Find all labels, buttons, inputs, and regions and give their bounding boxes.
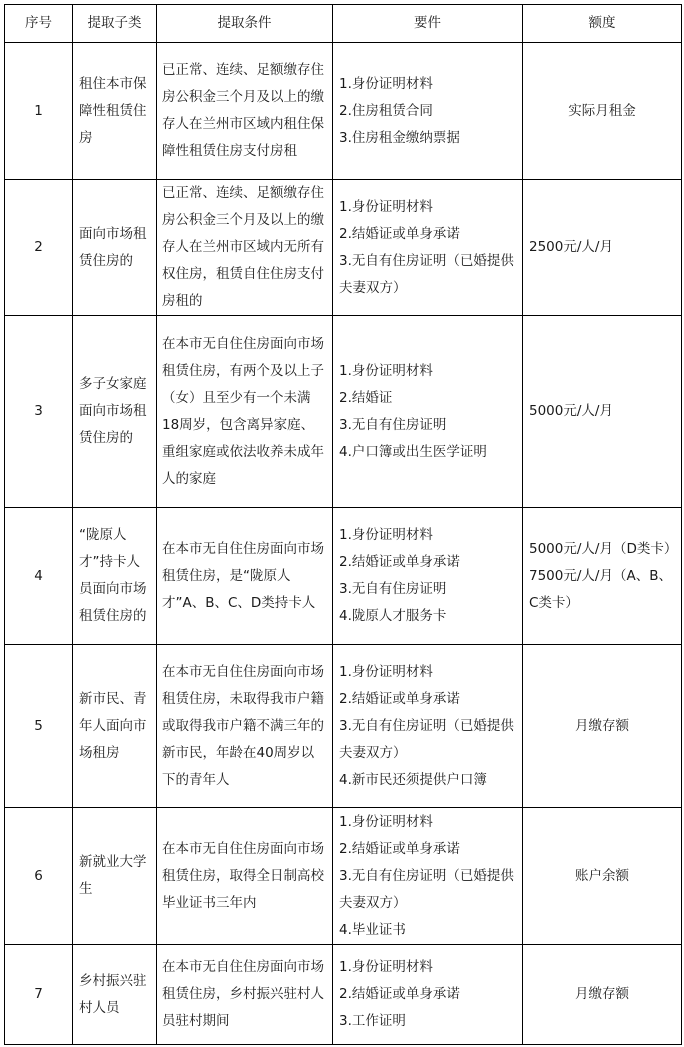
- header-no: 序号: [5, 5, 73, 43]
- requirement-item: 2.结婚证或单身承诺: [339, 840, 460, 857]
- row-condition: 已正常、连续、足额缴存住房公积金三个月及以上的缴存人在兰州市区域内租住保障性租赁住房支付房租: [157, 43, 333, 180]
- row-condition: 在本市无自住住房面向市场租赁住房，是“陇原人才”A、B、C、D类持卡人: [157, 508, 333, 645]
- row-requirements: [333, 945, 523, 1045]
- row-requirements: [333, 508, 523, 645]
- requirement-item: 1.身份证明材料: [339, 362, 433, 379]
- row-amount: [523, 645, 682, 808]
- requirement-item: 1.身份证明材料: [339, 813, 433, 830]
- row-amount: [523, 808, 682, 945]
- requirement-item: 3.工作证明: [339, 1013, 406, 1029]
- requirement-item: 3.无自有住房证明（已婚提供夫妻双方）: [339, 717, 514, 761]
- requirement-item: 1.身份证明材料: [339, 959, 433, 975]
- row-amount: [523, 43, 682, 180]
- requirement-item: 2.结婚证或单身承诺: [339, 554, 460, 570]
- row-number: 6: [5, 808, 73, 945]
- row-requirements: [333, 645, 523, 808]
- row-number: 1: [5, 43, 73, 180]
- withdrawal-conditions-table: [4, 4, 682, 1045]
- amount-item: 2500元/人/月: [529, 239, 613, 255]
- requirement-item: 3.住房租金缴纳票据: [339, 129, 460, 146]
- row-amount: [523, 316, 682, 508]
- row-condition: 在本市无自住住房面向市场租赁住房，未取得我市户籍或取得我市户籍不满三年的新市民，年龄在40周岁以下的青年人: [157, 645, 333, 808]
- table-row: [5, 180, 682, 316]
- row-number: 4: [5, 508, 73, 645]
- requirement-item: 4.新市民还须提供户口簿: [339, 771, 487, 788]
- row-number: 3: [5, 316, 73, 508]
- amount-item: 5000元/人/月: [529, 403, 613, 419]
- requirement-item: 3.无自有住房证明: [339, 416, 447, 433]
- requirement-item: 1.身份证明材料: [339, 198, 433, 215]
- amount-item: 月缴存额: [575, 986, 629, 1002]
- requirement-item: 3.无自有住房证明（已婚提供夫妻双方）: [339, 252, 514, 296]
- requirement-item: 1.身份证明材料: [339, 663, 433, 680]
- requirement-item: 1.身份证明材料: [339, 527, 433, 543]
- table-row: [5, 316, 682, 508]
- amount-item: 账户余额: [575, 867, 629, 884]
- row-category: 乡村振兴驻村人员: [73, 945, 157, 1045]
- amount-item: 实际月租金: [568, 102, 636, 119]
- requirement-item: 1.身份证明材料: [339, 75, 433, 92]
- table-row: [5, 808, 682, 945]
- row-category: 租住本市保障性租赁住房: [73, 43, 157, 180]
- row-category: 新就业大学生: [73, 808, 157, 945]
- requirement-item: 2.结婚证: [339, 389, 393, 406]
- header-requirements: 要件: [333, 5, 523, 43]
- row-amount: [523, 508, 682, 645]
- row-requirements: [333, 180, 523, 316]
- row-condition: 在本市无自住住房面向市场租赁住房，有两个及以上子（女）且至少有一个未满18周岁，包含离异家庭、重组家庭或依法收养未成年人的家庭: [157, 316, 333, 508]
- row-condition: 已正常、连续、足额缴存住房公积金三个月及以上的缴存人在兰州市区域内无所有权住房，租赁自住住房支付房租的: [157, 180, 333, 316]
- row-requirements: [333, 808, 523, 945]
- row-number: 7: [5, 945, 73, 1045]
- table-row: [5, 945, 682, 1045]
- row-category: “陇原人才”持卡人员面向市场租赁住房的: [73, 508, 157, 645]
- table-row: [5, 43, 682, 180]
- row-amount: [523, 945, 682, 1045]
- header-condition: 提取条件: [157, 5, 333, 43]
- table-row: [5, 645, 682, 808]
- amount-item: 7500元/人/月（A、B、C类卡）: [529, 567, 672, 611]
- requirement-item: 2.结婚证或单身承诺: [339, 690, 460, 707]
- row-category: 面向市场租赁住房的: [73, 180, 157, 316]
- header-category: 提取子类: [73, 5, 157, 43]
- requirement-item: 4.陇原人才服务卡: [339, 608, 447, 624]
- requirement-item: 2.结婚证或单身承诺: [339, 225, 460, 242]
- requirement-item: 2.结婚证或单身承诺: [339, 986, 460, 1002]
- requirement-item: 3.无自有住房证明（已婚提供夫妻双方）: [339, 867, 514, 911]
- table-header-row: [5, 5, 682, 43]
- requirement-item: 4.毕业证书: [339, 921, 406, 938]
- table-row: [5, 508, 682, 645]
- row-condition: 在本市无自住住房面向市场租赁住房，取得全日制高校毕业证书三年内: [157, 808, 333, 945]
- row-category: 多子女家庭面向市场租赁住房的: [73, 316, 157, 508]
- row-requirements: [333, 316, 523, 508]
- row-number: 2: [5, 180, 73, 316]
- row-requirements: [333, 43, 523, 180]
- amount-item: 5000元/人/月（D类卡）: [529, 540, 678, 557]
- requirement-item: 2.住房租赁合同: [339, 102, 433, 119]
- row-number: 5: [5, 645, 73, 808]
- amount-item: 月缴存额: [575, 717, 629, 734]
- row-category: 新市民、青年人面向市场租房: [73, 645, 157, 808]
- requirement-item: 4.户口簿或出生医学证明: [339, 443, 487, 460]
- policy-table-container: [4, 4, 682, 1045]
- requirement-item: 3.无自有住房证明: [339, 581, 447, 597]
- header-amount: 额度: [523, 5, 682, 43]
- row-condition: 在本市无自住住房面向市场租赁住房，乡村振兴驻村人员驻村期间: [157, 945, 333, 1045]
- row-amount: [523, 180, 682, 316]
